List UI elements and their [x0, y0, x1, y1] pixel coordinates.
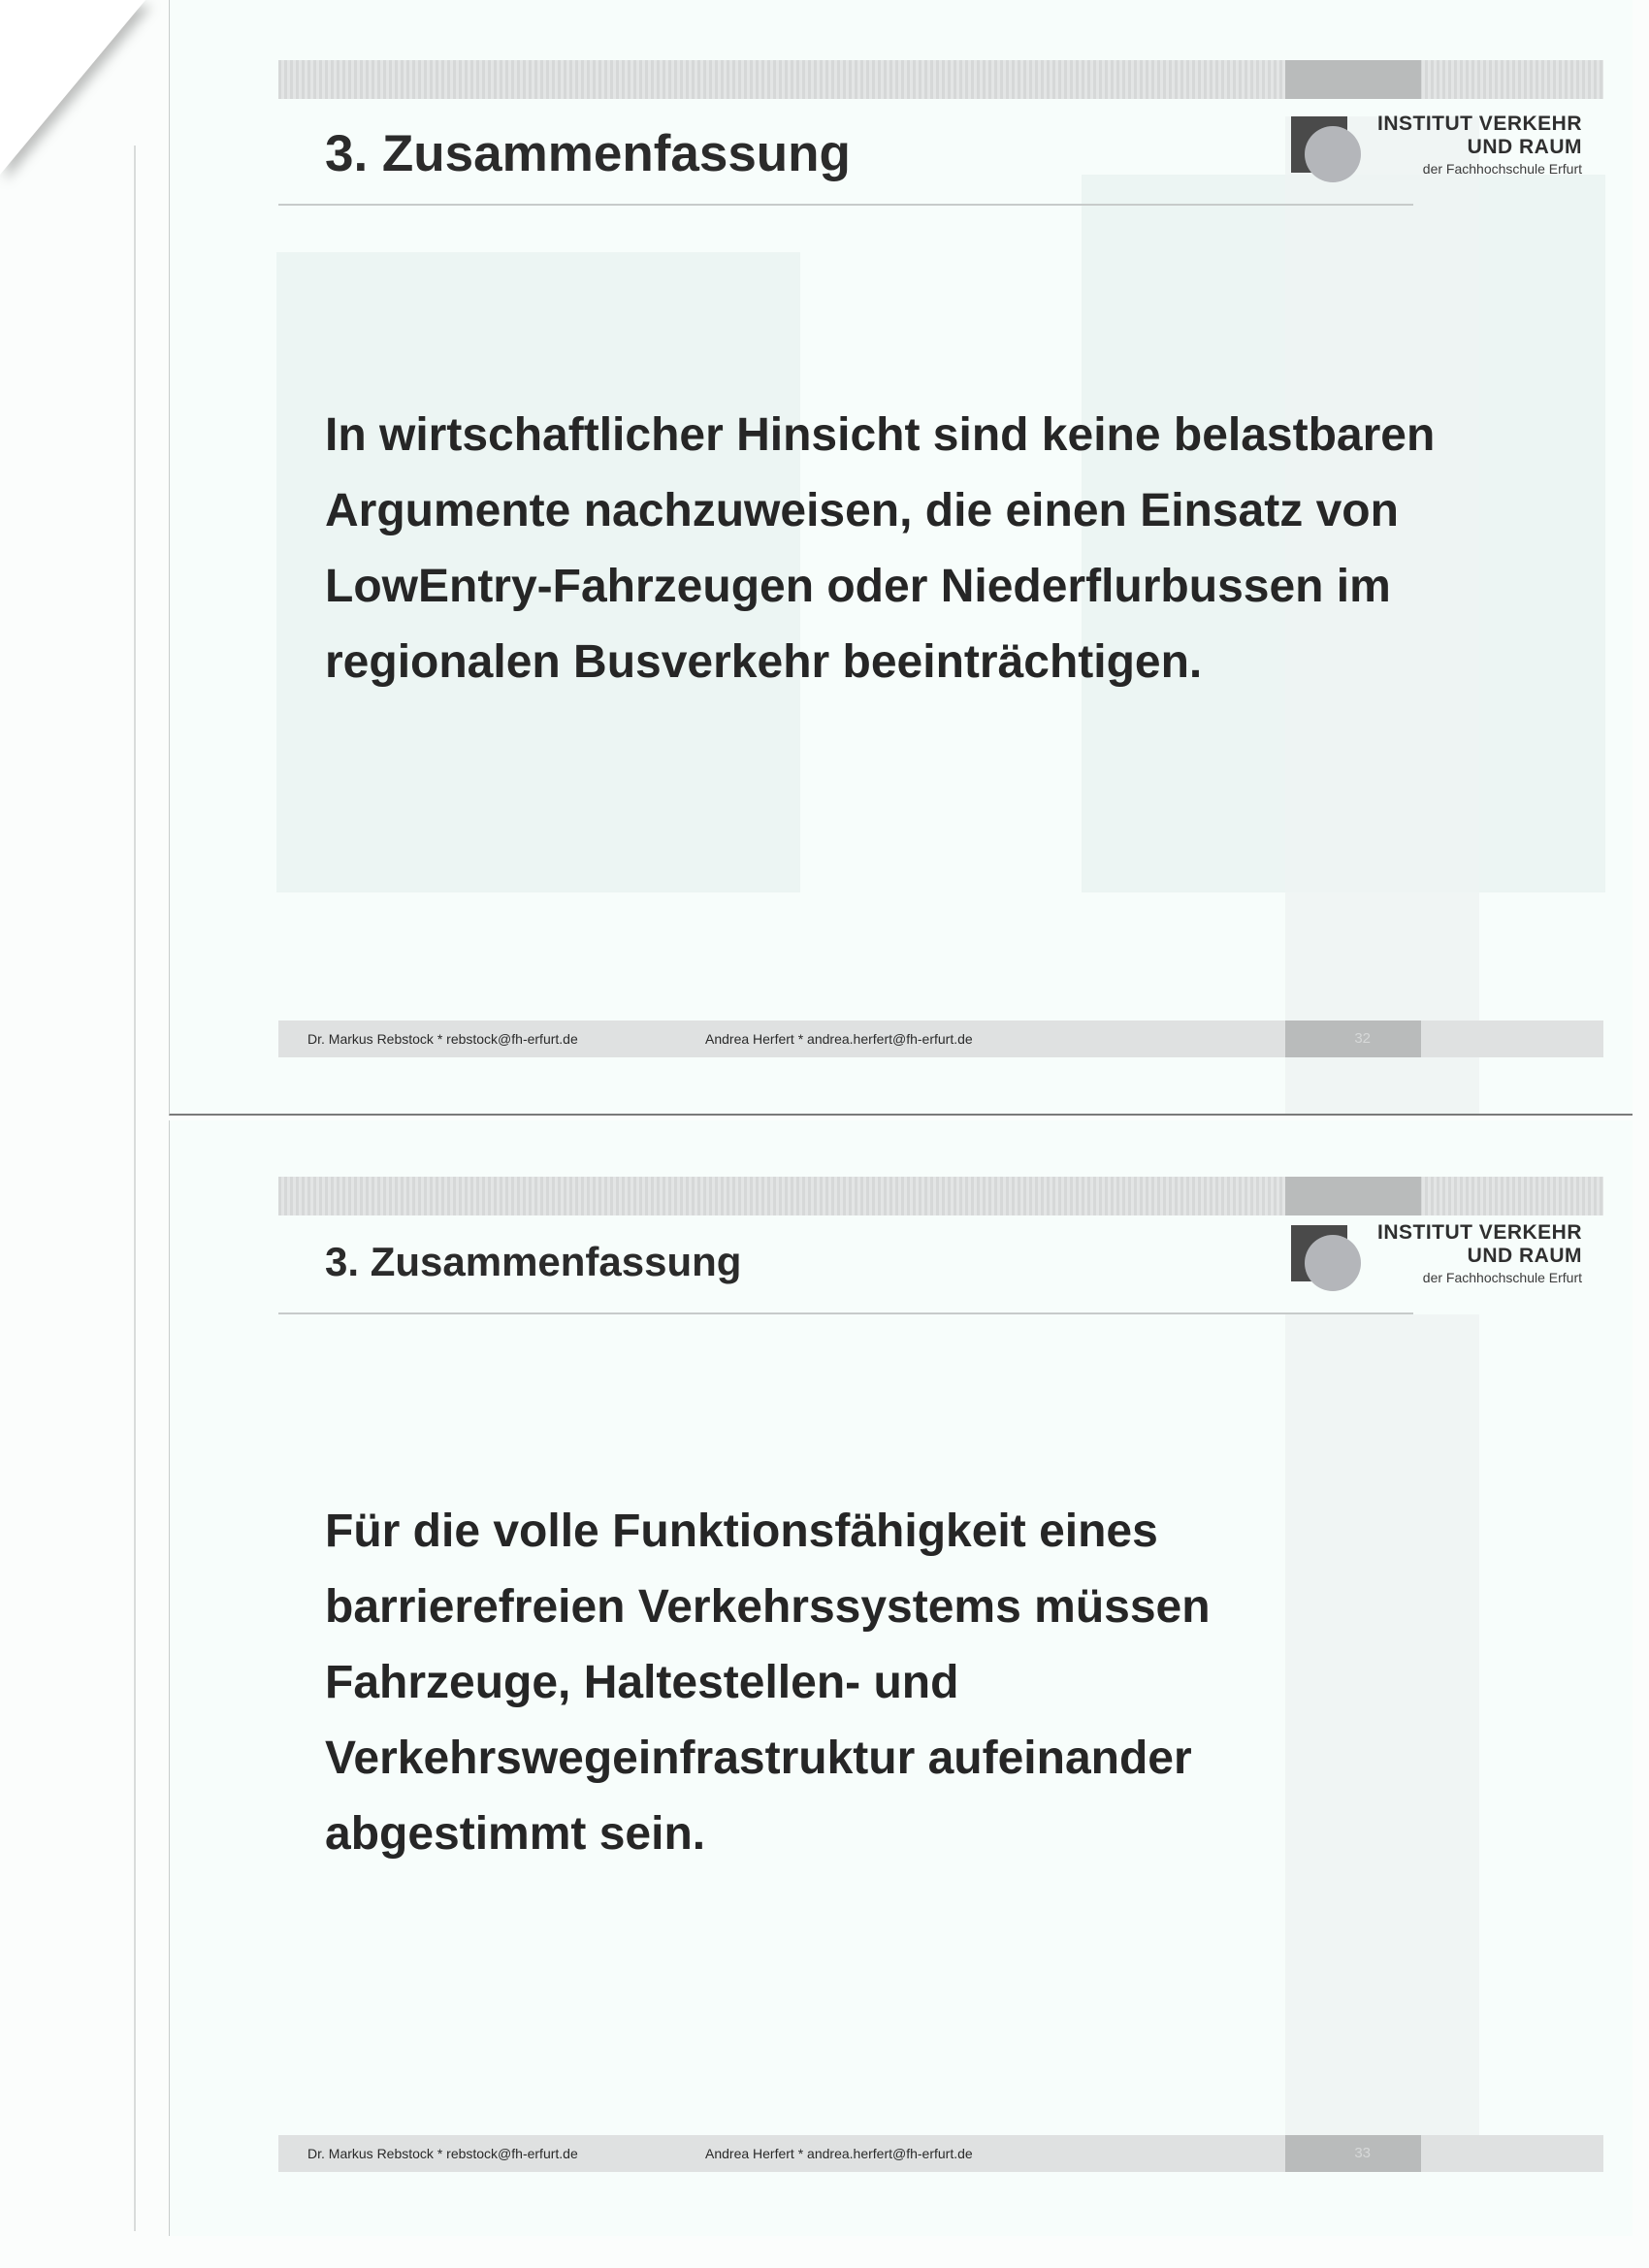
slide-33: [169, 1120, 1633, 2236]
logo-circle-icon: [1305, 126, 1361, 182]
page-number: 33: [1354, 2145, 1371, 2161]
body-line: Argumente nachzuweisen, die einen Einsatz von: [325, 485, 1399, 536]
title-rule: [278, 204, 1413, 206]
top-bar-segment: [1285, 1177, 1421, 1215]
top-bar: [278, 60, 1603, 99]
footer-author-2: Andrea Herfert * andrea.herfert@fh-erfurt.de: [705, 2146, 973, 2161]
logo-line-2: UND RAUM: [1467, 136, 1582, 158]
logo-line-1: INSTITUT VERKEHR: [1376, 113, 1582, 135]
slide-body: [325, 398, 1605, 700]
logo-line-2: UND RAUM: [1467, 1245, 1582, 1267]
slide-title: 3. Zusammenfassung: [325, 125, 851, 182]
institute-logo: [1291, 1221, 1582, 1299]
slide-footer: [278, 2135, 1603, 2172]
footer-segment: [1285, 2135, 1421, 2172]
top-bar-segment: [1285, 60, 1421, 99]
logo-line-3: der Fachhochschule Erfurt: [1422, 1270, 1582, 1285]
slide-32: [169, 0, 1633, 1116]
footer-author-1: Dr. Markus Rebstock * rebstock@fh-erfurt.de: [307, 2146, 578, 2161]
body-line: Verkehrswegeinfrastruktur aufeinander: [325, 1733, 1192, 1784]
page-edge: [134, 146, 136, 2231]
body-line: barrierefreien Verkehrssystems müssen: [325, 1581, 1211, 1633]
slide-footer: [278, 1021, 1603, 1057]
footer-author-1: Dr. Markus Rebstock * rebstock@fh-erfurt.de: [307, 1031, 578, 1047]
footer-author-2: Andrea Herfert * andrea.herfert@fh-erfurt.de: [705, 1031, 973, 1047]
body-line: Fahrzeuge, Haltestellen- und: [325, 1657, 959, 1708]
slide-title: 3. Zusammenfassung: [325, 1239, 742, 1284]
slide-body: [325, 1494, 1392, 1872]
institute-logo: [1291, 113, 1582, 190]
body-line: LowEntry-Fahrzeugen oder Niederflurbussen im: [325, 561, 1391, 612]
logo-line-1: INSTITUT VERKEHR: [1376, 1221, 1582, 1244]
logo-line-3: der Fachhochschule Erfurt: [1422, 161, 1582, 177]
logo-circle-icon: [1305, 1235, 1361, 1291]
body-line: regionalen Busverkehr beeinträchtigen.: [325, 636, 1203, 688]
page-number: 32: [1354, 1030, 1371, 1047]
folded-corner: [0, 0, 146, 175]
footer-segment: [1285, 1021, 1421, 1057]
body-line: Für die volle Funktionsfähigkeit eines: [325, 1506, 1158, 1557]
body-line: In wirtschaftlicher Hinsicht sind keine belastbaren: [325, 409, 1436, 461]
body-line: abgestimmt sein.: [325, 1808, 706, 1860]
top-bar: [278, 1177, 1603, 1215]
title-rule: [278, 1312, 1413, 1314]
